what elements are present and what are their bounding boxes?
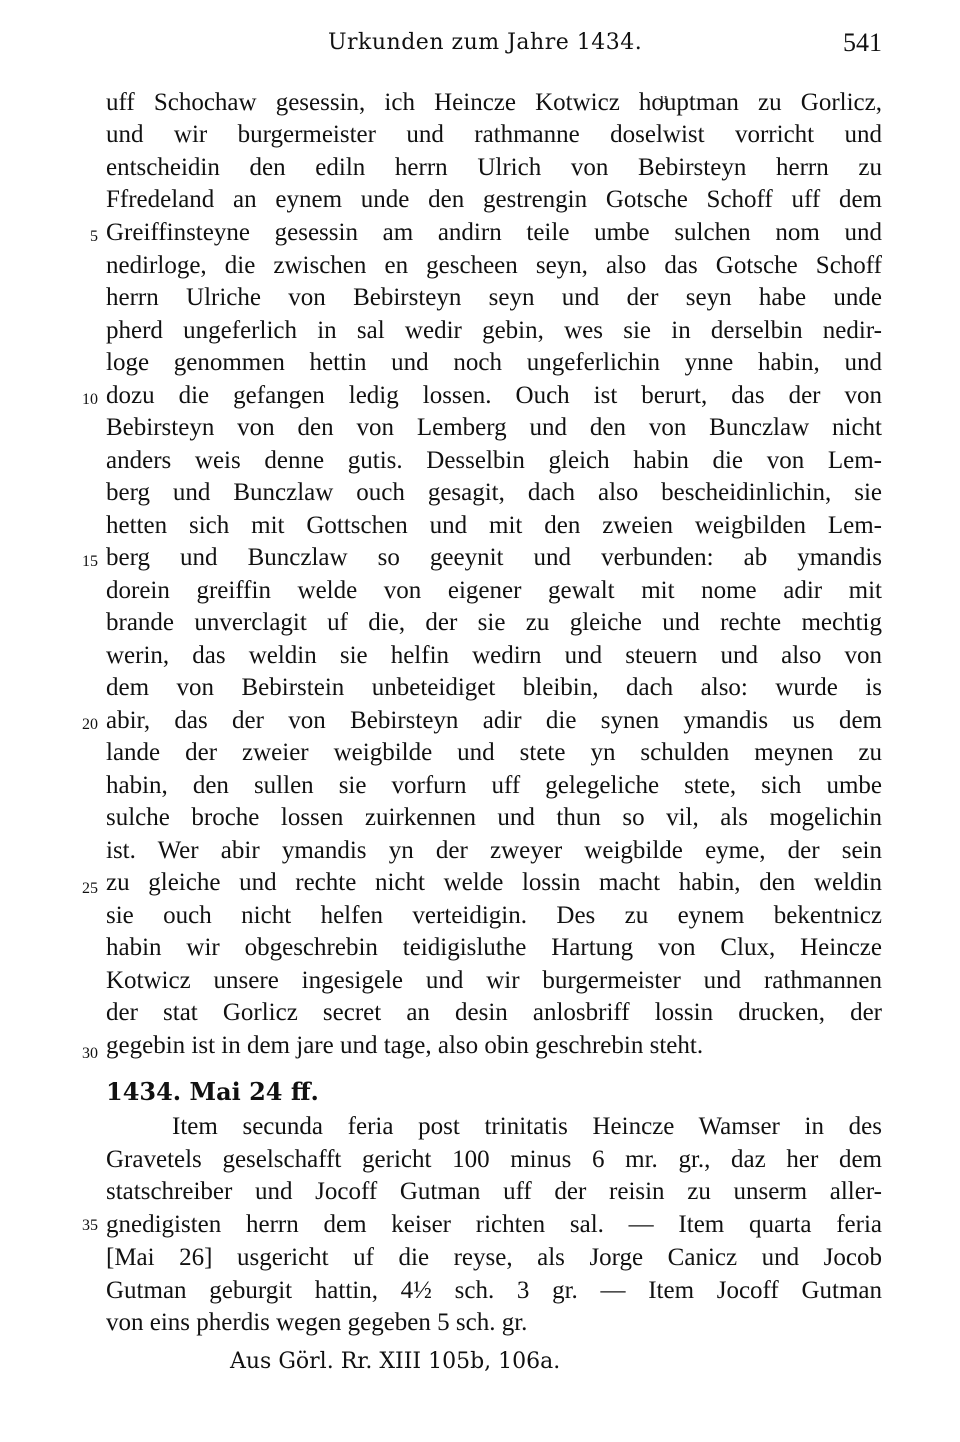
body-line: sie ouch nicht helfen verteidigin. Des zu eynem bekentnicz [106, 902, 882, 929]
body-line: gegebin ist in dem jare und tage, also obin geschrebin steht. [106, 1032, 704, 1059]
body-line: der stat Gorlicz secret an desin anlosbriff lossin drucken, der [106, 999, 882, 1026]
body-line: sulche broche lossen zuirkennen und thun so vil, als mogelichin [106, 804, 882, 831]
body-line: entscheidin den ediln herrn Ulrich von Bebirsteyn herrn zu [106, 154, 882, 181]
body-line: berg und Bunczlaw so geeynit und verbunden: ab ymandis [106, 544, 882, 571]
body-line: dorein greiffin welde von eigener gewalt mit nome adir mit [106, 577, 882, 604]
body-line: loge genommen hettin und noch ungeferlichin ynne habin, und [106, 349, 882, 376]
entry-line: Gutman geburgit hattin, 4½ sch. 3 gr. — Item Jocoff Gutman [106, 1277, 882, 1304]
body-line: abir, das der von Bebirsteyn adir die synen ymandis us dem [106, 707, 882, 734]
body-line: lande der zweier weigbilde und stete yn schulden meynen zu [106, 739, 882, 766]
entry-line: gnedigisten herrn dem keiser richten sal. — Item quarta feria [106, 1211, 882, 1238]
body-line: und wir burgermeister und rathmanne doselwist vorricht und [106, 121, 882, 148]
body-line: Greiffinsteyne gesessin am andirn teile umbe sulchen nom und [106, 219, 882, 246]
entry-line: [Mai 26] usgericht uf die reyse, als Jorge Canicz und Jocob [106, 1244, 882, 1271]
entry-line: Gravetels geselschafft gericht 100 minus 6 mr. gr., daz her dem [106, 1146, 882, 1173]
body-line: dem von Bebirstein unbeteidiget bleibin, dach also: wurde is [106, 674, 882, 701]
body-line: pherd ungeferlich in sal wedir gebin, wes sie in derselbin nedir- [106, 317, 882, 344]
body-line: anders weis denne gutis. Desselbin gleich habin die von Lem- [106, 447, 882, 474]
body-line: berg und Bunczlaw ouch gesagit, dach also bescheidinlichin, sie [106, 479, 882, 506]
body-line: nedirloge, die zwischen en gescheen seyn, also das Gotsche Schoff [106, 252, 882, 279]
body-line: brande unverclagit uf die, der sie zu gleiche und rechte mechtig [106, 609, 882, 636]
body-line: hetten sich mit Gottschen und mit den zweien weigbilden Lem- [106, 512, 882, 539]
body-line: uff Schochaw gesessin, ich Heincze Kotwicz hoͧuptman zu Gorlicz, [106, 89, 882, 116]
entry-line: von eins pherdis wegen gegeben 5 sch. gr. [106, 1309, 528, 1336]
body-line: habin, den sullen sie vorfurn uff gelegeliche stete, sich umbe [106, 772, 882, 799]
body-line: Ffredeland an eynem unde den gestrengin Gotsche Schoff uff dem [106, 186, 882, 213]
body-line: herrn Ulriche von Bebirsteyn seyn und der seyn habe unde [106, 284, 882, 311]
line-number: 30 [82, 1045, 98, 1062]
body-line: habin wir obgeschrebin teidigisluthe Hartung von Clux, Heincze [106, 934, 882, 961]
line-number: 25 [82, 880, 98, 897]
body-line: Bebirsteyn von den von Lemberg und den von Bunczlaw nicht [106, 414, 882, 441]
body-line: ist. Wer abir ymandis yn der zweyer weigbilde eyme, der sein [106, 837, 882, 864]
line-number: 10 [82, 391, 98, 408]
line-number: 5 [90, 228, 98, 245]
line-number: 20 [82, 716, 98, 733]
line-number: 35 [82, 1217, 98, 1234]
entry-line: Item secunda feria post trinitatis Heincze Wamser in des [172, 1113, 882, 1140]
line-number: 15 [82, 553, 98, 570]
body-line: dozu die gefangen ledig lossen. Ouch ist berurt, das der von [106, 382, 882, 409]
running-head: Urkunden zum Jahre 1434. [328, 30, 643, 55]
entry-heading: 1434. Mai 24 ff. [106, 1077, 319, 1106]
entry-line: statschreiber und Jocoff Gutman uff der reisin zu unserm aller- [106, 1178, 882, 1205]
body-line: werin, das weldin sie helfin wedirn und steuern und also von [106, 642, 882, 669]
page-number: 541 [843, 28, 882, 57]
body-line: Kotwicz unsere ingesigele und wir burgermeister und rathmannen [106, 967, 882, 994]
body-line: zu gleiche und rechte nicht welde lossin macht habin, den weldin [106, 869, 882, 896]
source-note: Aus Görl. Rr. XIII 105b, 106a. [230, 1349, 561, 1374]
